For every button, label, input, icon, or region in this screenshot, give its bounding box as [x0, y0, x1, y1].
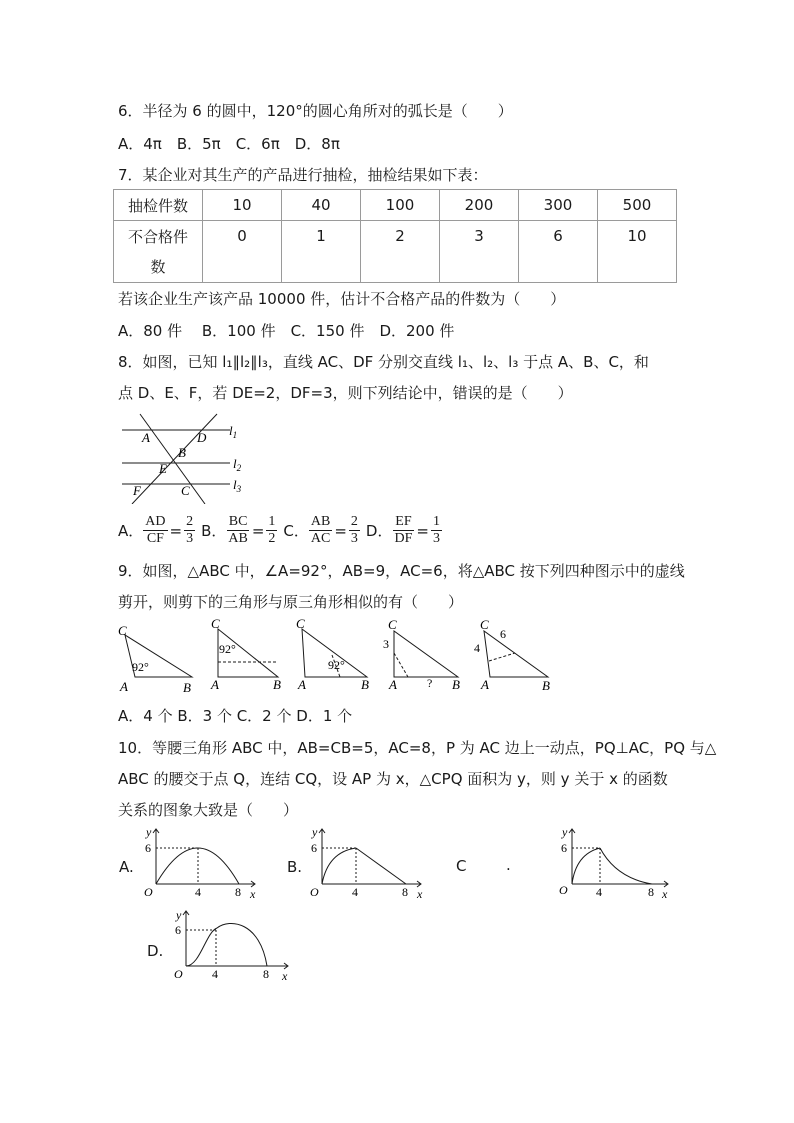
frac-den: CF — [146, 531, 164, 546]
q8-option-d-eq: = — [416, 521, 429, 540]
frac-num: BC — [228, 514, 248, 529]
fig1-b-label: B — [183, 680, 191, 695]
curve-fall — [600, 848, 652, 884]
q10-stem-line2: ABC 的腰交于点 Q，连结 CQ，设 AP 为 x，△CPQ 面积为 y，则 y 关于 x 的函数 — [118, 770, 668, 788]
q8-option-b-eq: = — [251, 521, 265, 540]
fig3-c-label: C — [296, 616, 305, 631]
line-l1-label: l — [229, 423, 233, 438]
point-b-label: B — [178, 445, 186, 460]
frac-den: 3 — [350, 531, 358, 546]
fig1-a-label: A — [120, 679, 128, 694]
q8-option-d-rhs — [431, 514, 442, 547]
fig3-b-label: B — [361, 677, 369, 692]
axis-y-label: y — [176, 908, 182, 922]
frac-den: 2 — [268, 531, 276, 546]
q10-stem-line3: 关系的图象大致是（ ） — [118, 801, 299, 819]
q9-fig5-cut — [489, 653, 515, 661]
frac-den: DF — [394, 531, 413, 546]
tick-6: 6 — [561, 841, 567, 855]
fig2-a-label: A — [211, 677, 219, 692]
q9-stem-line1: 9．如图，△ABC 中，∠A=92°，AB=9，AC=6，将△ABC 按下列四种图示中的虚线 — [118, 562, 685, 580]
frac-den: 3 — [186, 531, 194, 546]
q8-option-d-label: D． — [365, 522, 393, 540]
q10-option-a-label: A. — [119, 858, 134, 876]
fig5-a-label: A — [481, 677, 489, 692]
table-cell: 3 — [440, 221, 519, 283]
point-f-label: F — [133, 483, 141, 498]
line-df — [132, 414, 217, 504]
fig2-b-label: B — [273, 677, 281, 692]
tick-4: 4 — [212, 967, 218, 981]
q10-graph-c — [556, 826, 676, 901]
table-cell: 40 — [282, 190, 361, 221]
row2-head-line2: 数 — [150, 257, 166, 276]
tick-6: 6 — [145, 841, 151, 855]
table-cell: 500 — [598, 190, 677, 221]
q8-option-c-label: C． — [283, 522, 309, 540]
q9-fig4-triangle — [394, 631, 458, 677]
frac-num: 1 — [268, 514, 276, 529]
fig2-c-label: C — [211, 616, 220, 631]
line-ac — [140, 414, 205, 504]
table-cell: 200 — [440, 190, 519, 221]
q8-figure — [112, 412, 252, 504]
point-a-label: A — [142, 430, 150, 445]
tick-8: 8 — [648, 885, 654, 899]
tick-4: 4 — [352, 885, 358, 899]
fig5-c-label: C — [480, 617, 489, 632]
q10-graph-b — [306, 826, 431, 901]
q8-option-c-lhs — [309, 514, 332, 547]
q6-options: A．4π B．5π C．6π D．8π — [118, 135, 340, 153]
line-l3-sub: 3 — [236, 484, 242, 494]
q8-option-b-lhs — [226, 514, 249, 547]
point-d-label: D — [197, 430, 207, 445]
fig5-b-label: B — [542, 678, 550, 693]
fig4-b-label: B — [452, 677, 460, 692]
fig3-angle-label: 92° — [328, 658, 345, 672]
frac-num: AD — [145, 514, 166, 529]
frac-num: 1 — [432, 514, 440, 529]
fig4-q-label: ? — [427, 676, 433, 690]
fig5-six-label: 6 — [500, 627, 506, 641]
svg-text:l3 — [233, 477, 242, 494]
q8-option-a-rhs — [184, 514, 195, 547]
tick-8: 8 — [263, 967, 269, 981]
tick-6: 6 — [175, 923, 181, 937]
q9-fig5-triangle — [484, 631, 548, 677]
tick-6: 6 — [311, 841, 317, 855]
frac-num: AB — [310, 514, 331, 529]
fig1-angle-label: 92° — [132, 660, 149, 674]
axis-x-label: x — [417, 887, 423, 901]
origin-label: O — [310, 885, 319, 899]
table-cell: 100 — [361, 190, 440, 221]
svg-text:l2 — [233, 456, 242, 473]
frac-num: EF — [395, 514, 412, 529]
origin-label: O — [174, 967, 183, 981]
curve-rise — [572, 848, 600, 884]
q10-option-c-label: C — [456, 857, 467, 875]
q8-option-a-lhs — [143, 514, 167, 547]
q7-table — [113, 189, 677, 283]
curve-rise — [322, 848, 356, 884]
frac-den: AC — [310, 531, 331, 546]
axis-y-label: y — [146, 826, 152, 839]
line-l3-label: l — [233, 477, 237, 492]
fig4-c-label: C — [388, 617, 397, 632]
table-cell: 10 — [203, 190, 282, 221]
q8-option-a-eq: = — [169, 521, 183, 540]
curve-fall — [356, 848, 406, 884]
q10-graph-d — [170, 908, 295, 983]
svg-text:l1 — [229, 423, 237, 440]
line-l1-sub: 1 — [232, 430, 238, 440]
q8-option-a-label: A． — [118, 522, 144, 540]
fig2-angle-label: 92° — [219, 642, 236, 656]
table-header-cell — [114, 221, 203, 283]
q9-options: A．4 个 B．3 个 C．2 个 D．1 个 — [118, 707, 353, 725]
tick-4: 4 — [195, 885, 201, 899]
q6-stem: 6．半径为 6 的圆中，120°的圆心角所对的弧长是（ ） — [118, 102, 513, 120]
row2-head-line1: 不合格件 — [127, 227, 188, 246]
point-c-label: C — [181, 483, 190, 498]
q10-option-d-label: D. — [147, 942, 164, 960]
origin-label: O — [144, 885, 153, 899]
fig3-a-label: A — [298, 677, 306, 692]
frac-num: 2 — [350, 514, 358, 529]
fig5-four-label: 4 — [474, 641, 480, 655]
q8-option-c-eq: = — [334, 521, 347, 540]
table-cell: 300 — [519, 190, 598, 221]
q9-stem-line2: 剪开，则剪下的三角形与原三角形相似的有（ ） — [118, 593, 464, 611]
q7-question: 若该企业生产该产品 10000 件，估计不合格产品的件数为（ ） — [118, 290, 566, 308]
axis-y-label: y — [312, 826, 318, 839]
tick-8: 8 — [402, 885, 408, 899]
frac-num: 2 — [186, 514, 194, 529]
q9-figures — [110, 615, 560, 695]
table-cell: 0 — [203, 221, 282, 283]
tick-8: 8 — [235, 885, 241, 899]
origin-label: O — [559, 883, 568, 897]
axis-x-label: x — [250, 887, 256, 901]
table-cell: 1 — [282, 221, 361, 283]
q8-option-b-rhs — [266, 514, 277, 547]
frac-den: AB — [228, 531, 248, 546]
table-header-cell: 抽检件数 — [114, 190, 203, 221]
axis-y-label: y — [562, 826, 568, 839]
line-l2-sub: 2 — [236, 463, 242, 473]
table-cell: 10 — [598, 221, 677, 283]
q8-option-d-lhs — [392, 514, 414, 547]
fig4-a-label: A — [389, 677, 397, 692]
table-cell: 2 — [361, 221, 440, 283]
q7-options: A．80 件 B．100 件 C．150 件 D．200 件 — [118, 322, 455, 340]
q10-graph-a — [140, 826, 265, 901]
q7-stem: 7．某企业对其生产的产品进行抽检，抽检结果如下表： — [118, 166, 488, 184]
q8-option-b-label: B． — [201, 522, 227, 540]
fig4-three-label: 3 — [383, 637, 389, 651]
axis-x-label: x — [282, 969, 288, 983]
q8-stem-line2: 点 D、E、F，若 DE=2，DF=3，则下列结论中，错误的是（ ） — [118, 384, 573, 402]
q10-option-c-dot: . — [506, 856, 511, 874]
tick-4: 4 — [596, 885, 602, 899]
q8-option-c-rhs — [349, 514, 360, 547]
q10-stem-line1: 10．等腰三角形 ABC 中，AB=CB=5，AC=8，P 为 AC 边上一动点，PQ⊥AC，PQ 与△ — [118, 739, 717, 757]
frac-den: 3 — [432, 531, 440, 546]
q8-stem-line1: 8．如图，已知 l₁∥l₂∥l₃，直线 AC、DF 分别交直线 l₁、l₂、l₃ 于点 A、B、C，和 — [118, 353, 649, 371]
fig1-c-label: C — [118, 623, 127, 638]
q9-fig4-cut — [394, 653, 408, 677]
table-cell: 6 — [519, 221, 598, 283]
q10-option-b-label: B. — [287, 858, 303, 876]
axis-x-label: x — [662, 887, 668, 901]
q8-options — [118, 514, 442, 547]
line-l2-label: l — [233, 456, 237, 471]
point-e-label: E — [159, 461, 167, 476]
